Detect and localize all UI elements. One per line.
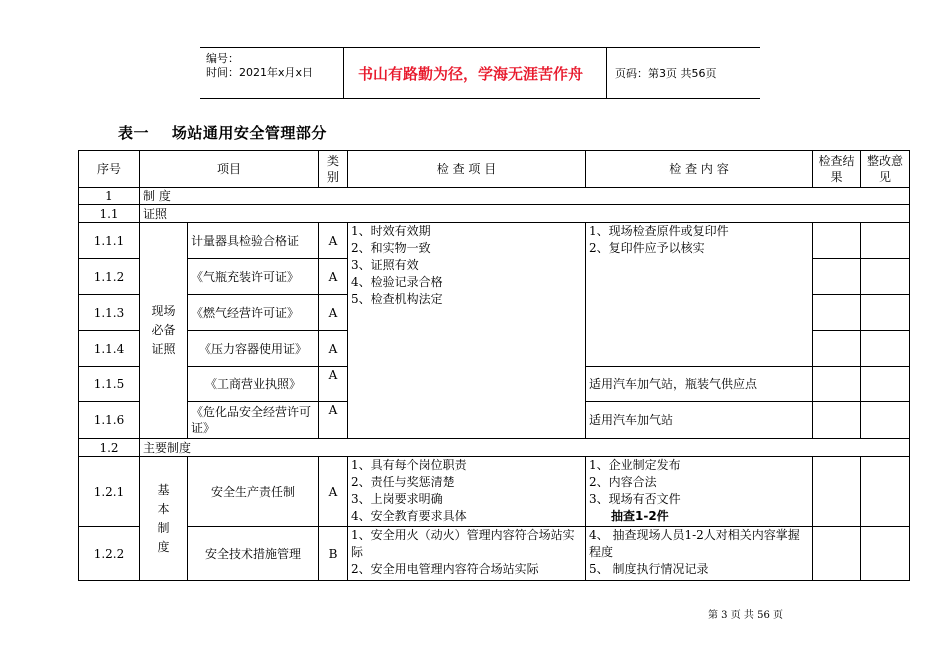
section-label: 制 度 bbox=[140, 188, 910, 205]
check-line: 2、安全用电管理内容符合场站实际 bbox=[351, 562, 539, 576]
item-name: 《危化品安全经营许可证》 bbox=[188, 402, 319, 439]
item-content: 适用汽车加气站 bbox=[586, 402, 813, 439]
row-seq: 1.2 bbox=[79, 439, 140, 457]
row-seq: 1.2.2 bbox=[79, 527, 140, 581]
item-name: 《气瓶充装许可证》 bbox=[188, 259, 319, 295]
section-label: 证照 bbox=[140, 205, 910, 223]
table-row bbox=[79, 205, 910, 223]
check-line: 2、责任与奖惩清楚 bbox=[351, 475, 455, 489]
item-category: A bbox=[319, 295, 348, 331]
col-category: 类别 bbox=[319, 151, 348, 188]
item-category: A bbox=[319, 402, 348, 439]
page-footer: 第 3 页 共 56 页 bbox=[708, 610, 783, 621]
result-cell[interactable] bbox=[813, 402, 861, 439]
col-item: 项目 bbox=[140, 151, 319, 188]
item-checks bbox=[348, 457, 586, 527]
group-license bbox=[140, 223, 188, 439]
col-result: 检查结果 bbox=[813, 151, 861, 188]
item-name: 《压力容器使用证》 bbox=[188, 331, 319, 367]
section-label: 主要制度 bbox=[140, 439, 910, 457]
document-header bbox=[200, 47, 760, 99]
license-checks bbox=[348, 223, 586, 439]
result-cell[interactable] bbox=[813, 527, 861, 581]
item-category: A bbox=[319, 331, 348, 367]
page-info: 页码：第3页 共56页 bbox=[615, 67, 717, 80]
content-line: 2、复印件应予以核实 bbox=[589, 241, 705, 255]
item-category: A bbox=[319, 259, 348, 295]
result-cell[interactable] bbox=[813, 295, 861, 331]
check-line: 5、检查机构法定 bbox=[351, 292, 443, 306]
result-cell[interactable] bbox=[813, 457, 861, 527]
table-row bbox=[79, 188, 910, 205]
rectify-cell[interactable] bbox=[861, 457, 910, 527]
rectify-cell[interactable] bbox=[861, 527, 910, 581]
result-cell[interactable] bbox=[813, 259, 861, 295]
motto: 书山有路勤为径，学海无涯苦作舟 bbox=[343, 48, 607, 98]
code-label: 编号： bbox=[206, 52, 239, 65]
check-line: 1、安全用火（动火）管理内容符合场站实际 bbox=[351, 528, 575, 559]
check-line: 1、具有每个岗位职责 bbox=[351, 458, 467, 472]
content-line: 抽查1-2件 bbox=[611, 509, 669, 523]
item-category: A bbox=[319, 367, 348, 402]
content-line: 1、企业制定发布 bbox=[589, 458, 681, 472]
content-line: 5、 制度执行情况记录 bbox=[589, 562, 709, 576]
item-name: 安全生产责任制 bbox=[188, 457, 319, 527]
item-category: B bbox=[319, 527, 348, 581]
item-name: 安全技术措施管理 bbox=[188, 527, 319, 581]
row-seq: 1.1.6 bbox=[79, 402, 140, 439]
check-line: 2、和实物一致 bbox=[351, 241, 431, 255]
rectify-cell[interactable] bbox=[861, 295, 910, 331]
item-name: 《燃气经营许可证》 bbox=[188, 295, 319, 331]
check-line: 4、检验记录合格 bbox=[351, 275, 443, 289]
item-name: 计量器具检验合格证 bbox=[188, 223, 319, 259]
item-category: A bbox=[319, 457, 348, 527]
group-license-text: 现场必备证照 bbox=[151, 304, 176, 356]
row-seq: 1.2.1 bbox=[79, 457, 140, 527]
item-checks bbox=[348, 527, 586, 581]
check-line: 3、证照有效 bbox=[351, 258, 419, 272]
content-line: 3、现场有否文件 bbox=[589, 492, 681, 506]
rectify-cell[interactable] bbox=[861, 223, 910, 259]
col-check-item: 检 查 项 目 bbox=[348, 151, 586, 188]
license-content bbox=[586, 223, 813, 367]
rectify-cell[interactable] bbox=[861, 331, 910, 367]
row-seq: 1.1.2 bbox=[79, 259, 140, 295]
row-seq: 1.1 bbox=[79, 205, 140, 223]
check-line: 3、上岗要求明确 bbox=[351, 492, 443, 506]
col-rectify: 整改意见 bbox=[861, 151, 910, 188]
table-header-row bbox=[79, 151, 910, 188]
row-seq: 1.1.3 bbox=[79, 295, 140, 331]
table-row bbox=[79, 223, 910, 259]
col-seq: 序号 bbox=[79, 151, 140, 188]
group-basic-text: 基本制度 bbox=[157, 482, 170, 554]
result-cell[interactable] bbox=[813, 367, 861, 402]
item-category: A bbox=[319, 223, 348, 259]
group-basic bbox=[140, 457, 188, 581]
col-check-content: 检 查 内 容 bbox=[586, 151, 813, 188]
rectify-cell[interactable] bbox=[861, 367, 910, 402]
date-label: 时间：2021年x月x日 bbox=[206, 66, 314, 79]
content-line: 4、 抽查现场人员1-2人对相关内容掌握程度 bbox=[589, 528, 800, 559]
check-line: 1、时效有效期 bbox=[351, 224, 431, 238]
content-line: 1、现场检查原件或复印件 bbox=[589, 224, 729, 238]
rectify-cell[interactable] bbox=[861, 402, 910, 439]
table-row bbox=[79, 439, 910, 457]
row-seq: 1.1.5 bbox=[79, 367, 140, 402]
item-content bbox=[586, 527, 813, 581]
rectify-cell[interactable] bbox=[861, 259, 910, 295]
header-meta bbox=[200, 48, 343, 98]
result-cell[interactable] bbox=[813, 331, 861, 367]
content-line: 2、内容合法 bbox=[589, 475, 657, 489]
item-name: 《工商营业执照》 bbox=[188, 367, 319, 402]
row-seq: 1.1.1 bbox=[79, 223, 140, 259]
result-cell[interactable] bbox=[813, 223, 861, 259]
item-content bbox=[586, 457, 813, 527]
item-content: 适用汽车加气站，瓶装气供应点 bbox=[586, 367, 813, 402]
table-title: 表一 场站通用安全管理部分 bbox=[118, 124, 327, 142]
table-row bbox=[79, 527, 910, 581]
row-seq: 1 bbox=[79, 188, 140, 205]
table-row bbox=[79, 457, 910, 527]
inspection-table bbox=[78, 150, 910, 581]
check-line: 4、安全教育要求具体 bbox=[351, 509, 467, 523]
row-seq: 1.1.4 bbox=[79, 331, 140, 367]
